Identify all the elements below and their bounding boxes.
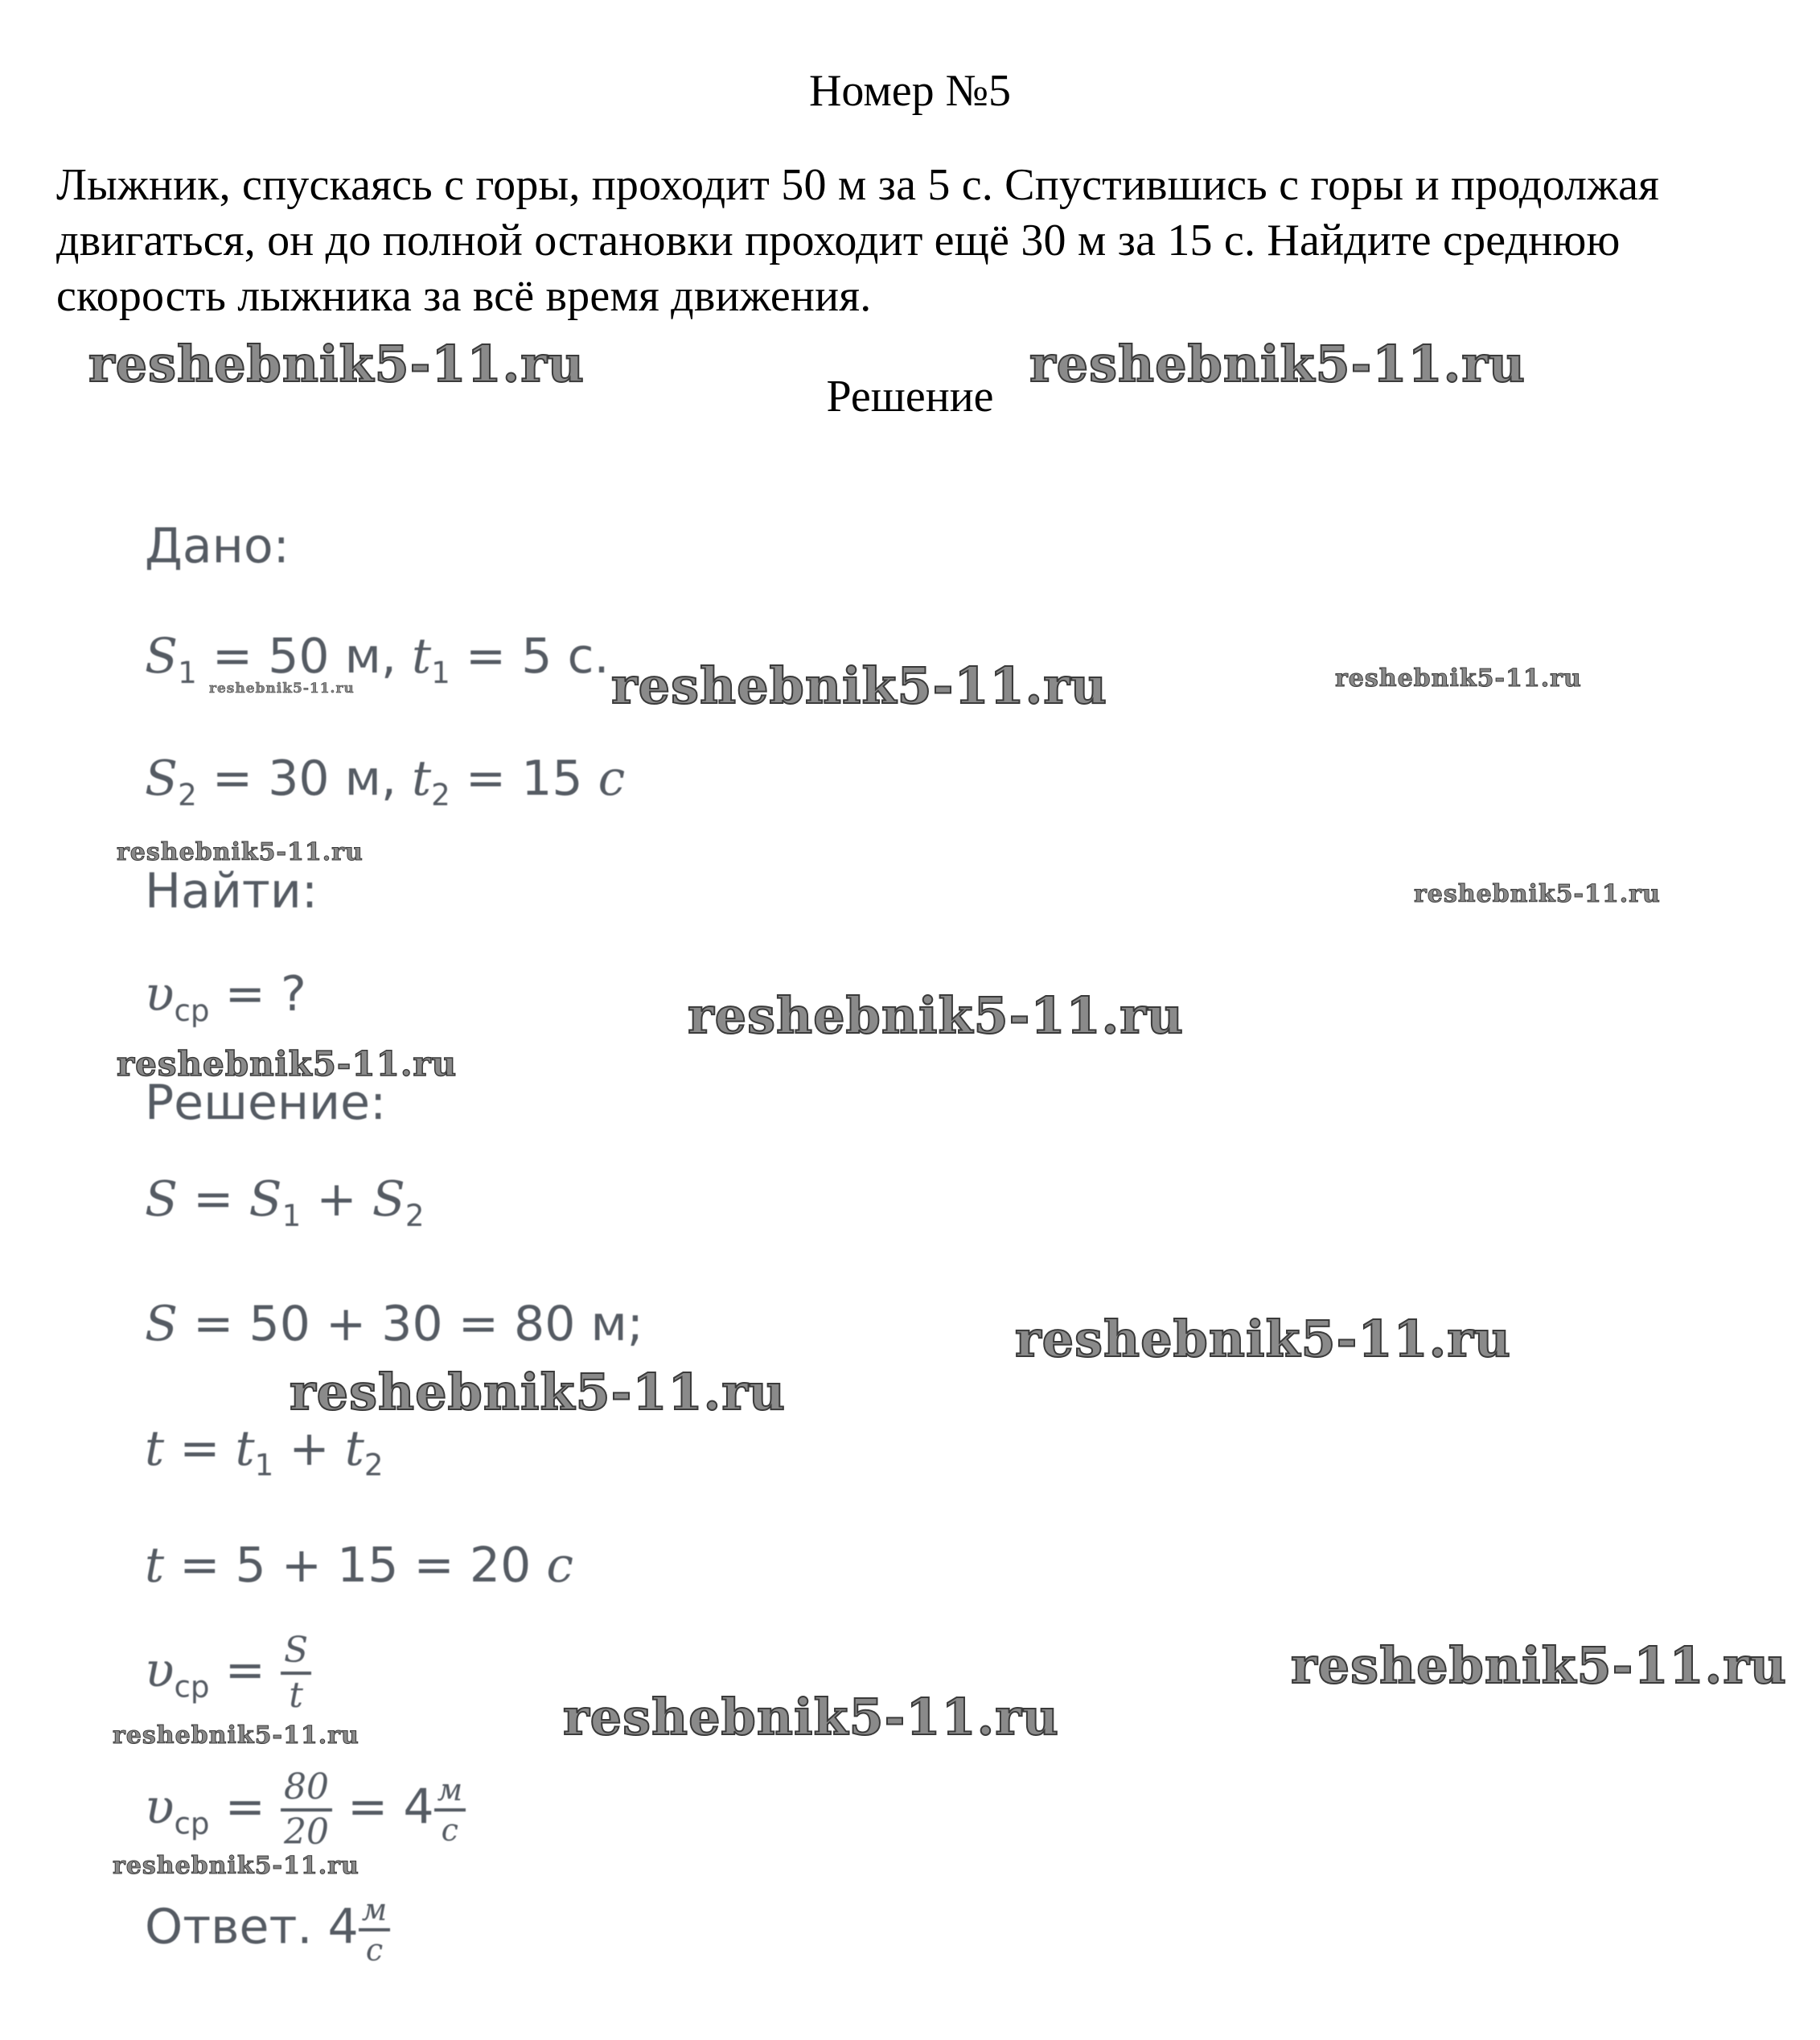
v-symbol: υ [145, 966, 175, 1022]
eq4-unit: с [546, 1537, 573, 1594]
solution-label: Решение: [145, 1075, 387, 1131]
eq6-unit-fraction [434, 1772, 466, 1848]
eq4-rest: = 5 + 15 = 20 [164, 1537, 547, 1594]
eq5-numerator: S [281, 1633, 311, 1675]
eq2-s: S [145, 1296, 179, 1352]
eq1-s1: S [249, 1171, 282, 1228]
eq1-s1-sub: 1 [281, 1198, 302, 1234]
answer-unit-den: с [365, 1932, 384, 1968]
watermark: reshebnik5-11.ru [1015, 1310, 1511, 1368]
eq1-s2: S [372, 1171, 405, 1228]
eq2-rest: = 50 + 30 = 80 м; [178, 1296, 643, 1352]
watermark: reshebnik5-11.ru [117, 838, 364, 866]
eq5-equals: = [209, 1642, 281, 1699]
eq3-t1-sub: 1 [254, 1447, 274, 1483]
problem-text: Лыжник, спускаясь с горы, проходит 50 м за 5 с. Спустившись с горы и продолжая двигаться, он до полной остановки проходит ещё 30 м за 15 с. Найдите среднюю скорость лыжника за всё время движения. [56, 160, 1660, 321]
s1-symbol: S [145, 628, 179, 685]
solution-heading: Решение [826, 372, 994, 422]
watermark: reshebnik5-11.ru [1335, 664, 1582, 693]
t1-subscript: 1 [431, 655, 450, 691]
watermark: reshebnik5-11.ru [688, 986, 1184, 1045]
equation-path-sum [145, 1170, 425, 1244]
eq6-fraction [281, 1766, 332, 1853]
eq6-result: = 4 [331, 1779, 434, 1836]
eq3-equals: = [164, 1421, 236, 1477]
t1-symbol: t [412, 628, 432, 685]
watermark: reshebnik5-11.ru [563, 1688, 1059, 1746]
eq3-t: t [145, 1421, 165, 1477]
eq5-denominator: t [289, 1675, 303, 1716]
v-subscript: ср [174, 993, 210, 1029]
eq1-equals: = [178, 1171, 249, 1228]
eq6-numerator: 80 [281, 1770, 332, 1812]
watermark: reshebnik5-11.ru [1414, 880, 1661, 908]
equation-speed-value [145, 1766, 466, 1853]
answer-line [145, 1892, 390, 1968]
watermark: reshebnik5-11.ru [611, 656, 1107, 715]
t1-value: = 5 с. [450, 628, 610, 685]
s1-subscript: 1 [178, 655, 197, 691]
equation-speed-formula [145, 1630, 311, 1716]
equation-time-sum [145, 1420, 384, 1494]
eq1-plus: + [301, 1171, 372, 1228]
eq3-t2-sub: 2 [364, 1447, 384, 1483]
t2-symbol: t [412, 751, 432, 807]
eq3-t1: t [235, 1421, 255, 1477]
eq6-v-sub: ср [174, 1805, 210, 1841]
eq3-t2: t [344, 1421, 364, 1477]
answer-unit-num: м [359, 1894, 391, 1931]
eq6-unit-den: с [441, 1812, 458, 1848]
eq5-v-sub: ср [174, 1668, 210, 1705]
page-title: Номер №5 [808, 66, 1012, 116]
find-label: Найти: [145, 863, 318, 919]
answer-unit-fraction [359, 1892, 391, 1968]
t2-value: = 15 [450, 751, 598, 807]
t2-subscript: 2 [431, 777, 450, 813]
given-label: Дано: [145, 518, 290, 574]
equation-time-value [145, 1536, 573, 1594]
t2-unit: с [598, 751, 626, 807]
watermark: reshebnik5-11.ru [1291, 1636, 1787, 1695]
eq6-denominator: 20 [283, 1812, 329, 1853]
eq4-t: t [145, 1537, 165, 1594]
eq6-v: υ [145, 1779, 175, 1836]
watermark: reshebnik5-11.ru [113, 1852, 359, 1880]
s1-value: = 50 м, [196, 628, 413, 685]
answer-label: Ответ. 4 [145, 1898, 359, 1956]
eq6-unit-num: м [434, 1775, 466, 1812]
watermark: reshebnik5-11.ru [117, 1044, 458, 1084]
watermark: reshebnik5-11.ru [290, 1363, 786, 1421]
find-line [145, 965, 306, 1039]
eq5-fraction [281, 1630, 311, 1716]
s2-symbol: S [145, 751, 179, 807]
eq6-equals: = [209, 1779, 281, 1836]
given-line-2 [145, 750, 625, 824]
eq1-s: S [145, 1171, 179, 1228]
watermark: reshebnik5-11.ru [113, 1721, 359, 1750]
s2-subscript: 2 [178, 777, 197, 813]
watermark: reshebnik5-11.ru [88, 335, 585, 393]
watermark: reshebnik5-11.ru [209, 681, 355, 697]
watermark: reshebnik5-11.ru [1029, 335, 1526, 393]
eq5-v: υ [145, 1642, 175, 1699]
eq3-plus: + [273, 1421, 345, 1477]
s2-value: = 30 м, [196, 751, 413, 807]
equation-path-value [145, 1295, 643, 1353]
eq1-s2-sub: 2 [405, 1198, 425, 1234]
find-question: = ? [209, 966, 306, 1022]
